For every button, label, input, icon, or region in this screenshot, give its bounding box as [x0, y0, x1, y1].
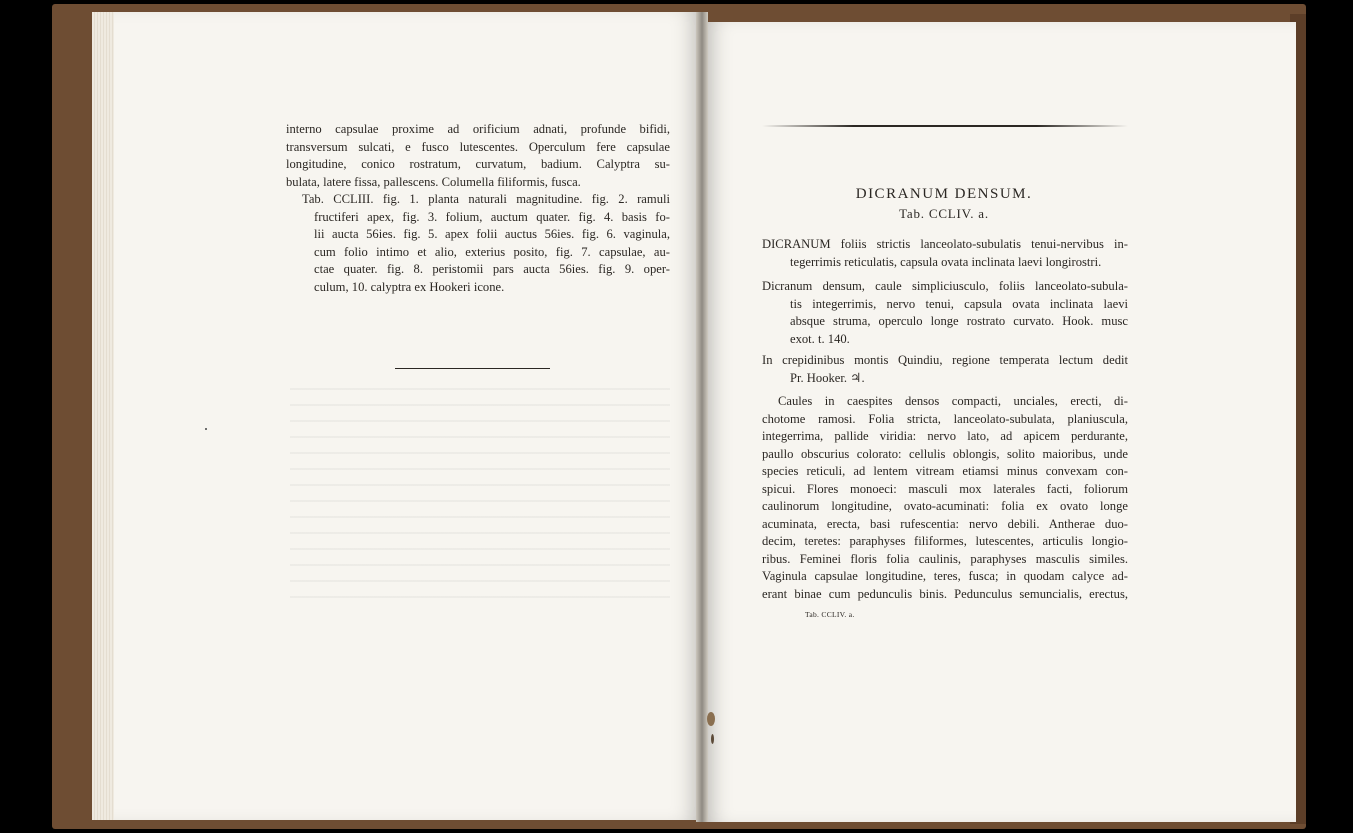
- page-fore-edge: [92, 12, 114, 820]
- paper-speck: [707, 712, 715, 726]
- text-line: In crepidinibus montis Quindiu, regione temperata lectum dedit: [762, 353, 1128, 367]
- text-line: species reticuli, ad lentem vitream etiamsi minus convexam con-: [762, 464, 1128, 478]
- left-page-text: [286, 121, 670, 296]
- plate-reference: Tab. CCLIV. a.: [899, 206, 989, 221]
- bleed-through-text: [290, 388, 670, 608]
- text-line: Dicranum densum, caule simpliciusculo, foliis lanceolato-subula-: [762, 279, 1128, 293]
- text-line: tis integerrimis, nervo tenui, capsula ovata inclinata laevi: [790, 296, 1128, 311]
- text-line: tegerrimis reticulatis, capsula ovata inclinata laevi longirostri.: [790, 254, 1102, 269]
- text-line: absque struma, operculo longe rostrato curvato. Hook. musc: [790, 314, 1128, 328]
- habitat: [762, 352, 1128, 387]
- section-divider: [395, 368, 550, 369]
- text-line: interno capsulae proxime ad orificium adnati, profunde bifidi,: [286, 122, 670, 136]
- text-line: transversum sulcati, e fusco lutescentes. Operculum fere capsulae: [286, 139, 670, 154]
- text-line: ribus. Feminei floris folia caulinis, paraphyses masculis similes.: [762, 551, 1128, 566]
- text-line: Tab. CCLIII. fig. 1. planta naturali magnitudine. fig. 2. ramuli: [302, 192, 670, 206]
- text-line: fructiferi apex, fig. 3. folium, auctum quater. fig. 4. basis fo-: [314, 209, 670, 224]
- text-line: caulinorum longitudine, ovato-acuminati: folia ex ovato longe: [762, 499, 1128, 513]
- text-line: spicui. Flores monoeci: masculi mox laterales facti, foliorum: [762, 481, 1128, 496]
- text-line: chotome ramosi. Folia stricta, lanceolato-subulata, planiuscula,: [762, 411, 1128, 426]
- synonym: [762, 278, 1128, 348]
- text-line: erant binae cum pedunculis binis. Pedunculus semuncialis, erectus,: [762, 586, 1128, 601]
- text-line: lii aucta 56ies. fig. 5. apex folii auctus 56ies. fig. 6. vaginula,: [314, 227, 670, 241]
- species-title: DICRANUM DENSUM.: [855, 186, 1033, 202]
- text-line: Vaginula capsulae longitudine, teres, fusca; in quodam calyce ad-: [762, 569, 1128, 583]
- header-rule: [762, 125, 1128, 127]
- paper-speck: [205, 428, 207, 430]
- paper-speck: [711, 734, 714, 744]
- text-line: culum, 10. calyptra ex Hookeri icone.: [314, 279, 505, 294]
- text-line: Pr. Hooker. ♃.: [790, 370, 865, 385]
- text-line: bulata, latere fissa, pallescens. Columella filiformis, fusca.: [286, 174, 581, 189]
- diagnosis: [762, 236, 1128, 271]
- text-line: DICRANUM foliis strictis lanceolato-subulatis tenui-nervibus in-: [762, 237, 1128, 251]
- text-line: exot. t. 140.: [790, 331, 850, 346]
- text-line: integerrima, pallide viridia: nervo lato, ad apicem perdurante,: [762, 429, 1128, 443]
- text-line: acuminata, erecta, basi rufescentia: nervo debili. Antherae duo-: [762, 516, 1128, 531]
- text-line: ctae quater. fig. 8. peristomii pars aucta 56ies. fig. 9. oper-: [314, 262, 670, 276]
- text-line: longitudine, conico rostratum, curvatum, badium. Calyptra su-: [286, 157, 670, 171]
- text-line: cum folio intimo et alio, exterius posito, fig. 7. capsulae, au-: [314, 244, 670, 259]
- description: [762, 393, 1128, 603]
- text-line: decim, teretes: paraphyses filiformes, lutescentes, articulis longio-: [762, 534, 1128, 548]
- text-line: paullo obscurius colorato: cellulis oblongis, solito maioribus, unde: [762, 446, 1128, 461]
- catchword-footer: Tab. CCLIV. a.: [805, 610, 855, 619]
- book-gutter: [696, 12, 708, 822]
- text-line: Caules in caespites densos compacti, unciales, erecti, di-: [778, 394, 1128, 408]
